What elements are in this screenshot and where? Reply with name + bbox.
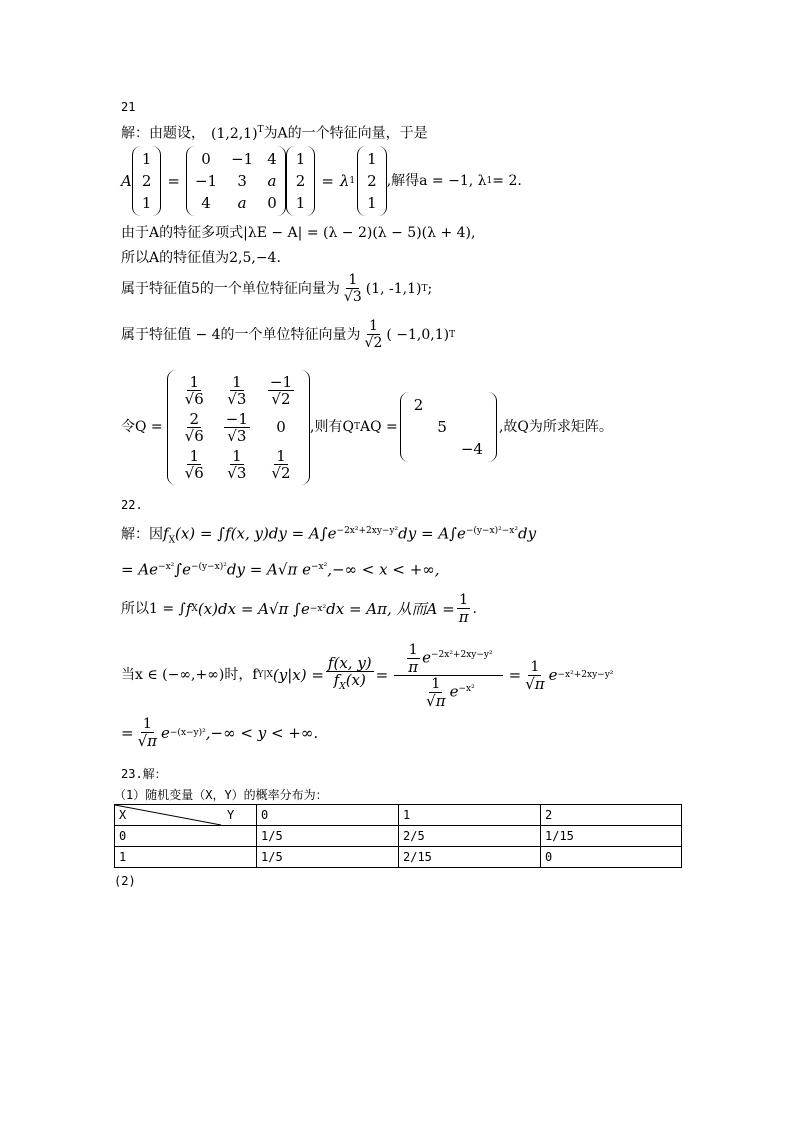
- q22-l3-subX: X: [191, 603, 198, 614]
- q21-unitm4-den: √2: [364, 335, 383, 351]
- q21-unitm4-sup: T: [449, 329, 456, 340]
- table-header-row: [115, 805, 682, 826]
- table-cell: 2/5: [399, 826, 541, 847]
- vec-entry: 1: [367, 150, 377, 168]
- q22-l2-e: e: [182, 560, 191, 579]
- q22-line2: [121, 558, 440, 580]
- q22-l5-sqrtpi: √π: [137, 732, 157, 750]
- q21-eigen-equation: A 1 2 1 = 0 −1 4 −1 3 a 4 a 0 1 2 1 = λ 1 1 2 1 ,解得a = −1, λ 1 = 2.: [121, 146, 522, 216]
- vec-entry: 1: [295, 194, 306, 212]
- table-cell: 1/5: [257, 847, 399, 868]
- Q-den: √6: [184, 426, 204, 445]
- q22-l2-exp1: −x²: [158, 562, 175, 572]
- table-cell: 1/5: [257, 826, 399, 847]
- vec-entry: 1: [141, 194, 152, 212]
- q22-l2-b: ∫: [174, 560, 183, 579]
- q23-part2: (2): [114, 874, 136, 888]
- q21-unit5-sup: T: [421, 283, 428, 294]
- q22-l4-b: (y|x) =: [272, 666, 324, 684]
- q22-l3-a: 所以1 = ∫: [121, 600, 186, 617]
- vec-entry: 2: [141, 172, 152, 190]
- vec-entry: 1: [295, 150, 306, 168]
- q22-l1-g: dy: [517, 524, 537, 543]
- q22-l4-den: f: [333, 671, 340, 689]
- q22-l2-d: ,−∞ < x < +∞,: [327, 560, 440, 579]
- q21-solve: ,解得a = −1, λ: [386, 173, 487, 189]
- q22-l5-exp: −(x−y)²: [169, 727, 206, 738]
- q22-l1-exp2: −(y−x)²−x²: [465, 526, 518, 536]
- q21-then: ,则有Q: [310, 419, 354, 435]
- Q-den: √2: [271, 463, 291, 482]
- Q-num: 1: [232, 446, 242, 465]
- q21-number: 21: [121, 100, 136, 114]
- diag-cell: −4: [460, 440, 483, 458]
- q22-l4-r-1: 1: [530, 658, 540, 675]
- Q-den: √3: [227, 463, 247, 482]
- Q-num: 1: [189, 372, 199, 391]
- Q-den: √6: [184, 389, 204, 408]
- q22-l3-b: f: [185, 599, 192, 618]
- matrix-cell: 0: [201, 150, 211, 168]
- q22-l4-r-sqrtpi: √π: [525, 674, 545, 693]
- Q-num: −1: [269, 372, 293, 391]
- Q-den: √3: [227, 389, 247, 408]
- q21-vec-2: [286, 146, 316, 216]
- q21-intro-vec: (1,2,1): [211, 125, 258, 142]
- q21-lambda-sub: 1: [349, 176, 356, 186]
- q21-then2: AQ =: [359, 419, 398, 435]
- q22-l1-a: 解：因: [121, 526, 163, 543]
- q21-solve-end: = 2.: [492, 173, 522, 189]
- q22-l4-bd-sqrtpi: √π: [426, 691, 446, 710]
- q22-l3-num: 1: [459, 592, 469, 608]
- table-cell: 0: [541, 847, 682, 868]
- q22-number: 22.: [121, 498, 143, 512]
- q23-probability-table: [114, 804, 682, 868]
- q22-l4-bd-e: e: [449, 682, 459, 700]
- q22-l3-e: dx = Aπ, 从而A =: [326, 599, 455, 618]
- corner-y: Y: [227, 808, 235, 822]
- matrix-cell: 3: [237, 172, 247, 190]
- q22-l1-b: f: [163, 524, 169, 543]
- q21-unit-vector-5: [121, 272, 432, 305]
- q21-unit5-vec: (1, -1,1): [365, 280, 422, 297]
- row-label: 0: [115, 826, 257, 847]
- q23-part1: （1）随机变量（X，Y）的概率分布为：: [114, 788, 328, 802]
- q22-l4-bn-e: e: [422, 648, 431, 666]
- q22-l4-bn-1: 1: [408, 641, 418, 658]
- table-row: [115, 826, 682, 847]
- matrix-cell: −1: [194, 172, 218, 190]
- q21-vec-1: [132, 146, 162, 216]
- Q-num: 1: [232, 372, 242, 391]
- table-cell: 1/15: [541, 826, 682, 847]
- q22-l5-1: 1: [142, 716, 152, 732]
- diag-cell: 5: [437, 418, 447, 436]
- q21-char-poly: 由于A的特征多项式|λE − A| = (λ − 2)(λ − 5)(λ + 4),: [121, 225, 476, 241]
- q21-A: A: [121, 172, 132, 190]
- q22-l4-r-e: e: [548, 666, 558, 684]
- matrix-cell: 0: [267, 194, 277, 212]
- q22-l2-exp2: −(y−x)²: [191, 562, 227, 572]
- q22-l4-den-sub: X: [339, 682, 346, 692]
- q21-intro-sup: T: [257, 125, 264, 135]
- q21-unit-vector-m4: [121, 318, 455, 351]
- q22-l4-c: =: [375, 666, 389, 684]
- q21-Q-matrix: [167, 370, 310, 485]
- q22-l2-c: dy = A√π e: [226, 560, 311, 579]
- diagonal-line: [115, 805, 258, 825]
- vec-entry: 2: [367, 172, 377, 190]
- q22-l4-bn-pi: π: [408, 657, 419, 676]
- q21-matrix: [186, 146, 286, 216]
- q21-unit5-prefix: 属于特征值5的一个单位特征向量为: [121, 280, 340, 297]
- q22-l5-e: e: [161, 723, 170, 742]
- Q-num: 1: [276, 446, 286, 465]
- q22-l1-d: f(x, y)dy = A∫: [225, 524, 328, 543]
- Q-den: √2: [271, 389, 291, 408]
- q22-l2-a: = Ae: [121, 560, 159, 579]
- q22-l4-den2: (x): [345, 671, 366, 689]
- q22-l5-end: ,−∞ < y < +∞.: [205, 723, 319, 742]
- q22-l4-bn-exp: −2x²+2xy−y²: [430, 649, 493, 660]
- q21-solve-sub: 1: [486, 176, 493, 186]
- q22-l4-sub: Y|X: [257, 670, 273, 680]
- vec-entry: 2: [295, 172, 306, 190]
- Q-cell: 0: [276, 418, 286, 436]
- header-cell: 0: [257, 805, 399, 826]
- q22-l4-bd-1: 1: [431, 675, 441, 692]
- q21-unit5-end: ;: [427, 280, 433, 297]
- q22-l1-f: dy = A∫: [398, 524, 457, 543]
- q22-l4-r-exp: −x²+2xy−y²: [557, 670, 614, 680]
- q22-l3-den: π: [458, 608, 469, 626]
- q22-l3-c: (x)dx = A√π ∫: [197, 599, 301, 618]
- q21-unitm4-num: 1: [369, 318, 378, 334]
- q22-line4: [121, 640, 613, 710]
- diag-cell: 2: [413, 396, 424, 414]
- table-row: [115, 847, 682, 868]
- q22-l4-a: 当x ∈ (−∞,+∞)时，f: [121, 667, 258, 683]
- q21-unit5-num: 1: [348, 272, 358, 288]
- header-cell: 2: [541, 805, 682, 826]
- matrix-cell: a: [237, 194, 247, 212]
- header-cell: 1: [399, 805, 541, 826]
- q21-lambda: λ: [339, 172, 350, 190]
- q21-vec-3: [357, 146, 387, 216]
- q22-line1: [121, 522, 536, 549]
- q22-l1-subX: X: [168, 535, 175, 546]
- q22-line3: [121, 592, 477, 625]
- q21-Q-definition: [121, 364, 613, 490]
- q22-l4-num: f(x, y): [327, 654, 372, 672]
- matrix-cell: a: [267, 172, 277, 190]
- q22-line5: = $\frac{1}{√\pi}$ e −(x−y)² ,−∞ < y < +∞.: [121, 716, 319, 750]
- vec-entry: 1: [141, 150, 152, 168]
- q21-conclusion: ,故Q为所求矩阵。: [498, 419, 613, 435]
- q21-let-Q: 令Q =: [121, 419, 163, 435]
- q22-l1-e2: e: [456, 524, 466, 543]
- Q-den: √6: [184, 463, 204, 482]
- q22-l3-d: e: [301, 599, 310, 618]
- q22-l4-d: =: [508, 666, 522, 684]
- corner-cell: [115, 805, 257, 826]
- vec-entry: 1: [367, 194, 377, 212]
- corner-x: X: [119, 808, 127, 822]
- Q-num: 1: [189, 446, 199, 465]
- q22-l3-end: .: [472, 600, 477, 617]
- q22-l3-exp: −x²: [309, 603, 327, 614]
- q21-unit5-den: √3: [343, 289, 362, 305]
- q21-then-sup: T: [353, 422, 360, 432]
- table-cell: 2/15: [399, 847, 541, 868]
- q23-number: 23.解：: [121, 767, 167, 781]
- q21-unitm4-prefix: 属于特征值 − 4的一个单位特征向量为: [121, 326, 361, 343]
- q21-intro: [121, 121, 428, 143]
- row-label: 1: [115, 847, 257, 868]
- Q-num: −1: [225, 409, 248, 428]
- matrix-cell: −1: [231, 150, 254, 168]
- q21-eigenvalues: 所以A的特征值为2,5,−4.: [121, 250, 281, 266]
- Q-num: 2: [189, 409, 199, 428]
- q22-l1-exp1: −2x²+2xy−y²: [336, 526, 399, 536]
- q22-l1-e: e: [327, 524, 337, 543]
- matrix-cell: 4: [201, 194, 211, 212]
- q21-intro-prefix: 解：由题设，: [121, 125, 205, 142]
- q21-unitm4-vec: ( −1,0,1): [386, 326, 450, 343]
- q22-l1-c: (x) = ∫: [174, 524, 226, 543]
- q22-l2-exp3: −x²: [310, 562, 328, 572]
- matrix-cell: 4: [267, 150, 277, 168]
- q21-intro-suffix: 为A的一个特征向量，于是: [263, 125, 428, 142]
- q22-l4-bd-exp: −x²: [458, 683, 475, 694]
- q21-diag-matrix: [400, 392, 497, 462]
- Q-den: √3: [227, 426, 247, 445]
